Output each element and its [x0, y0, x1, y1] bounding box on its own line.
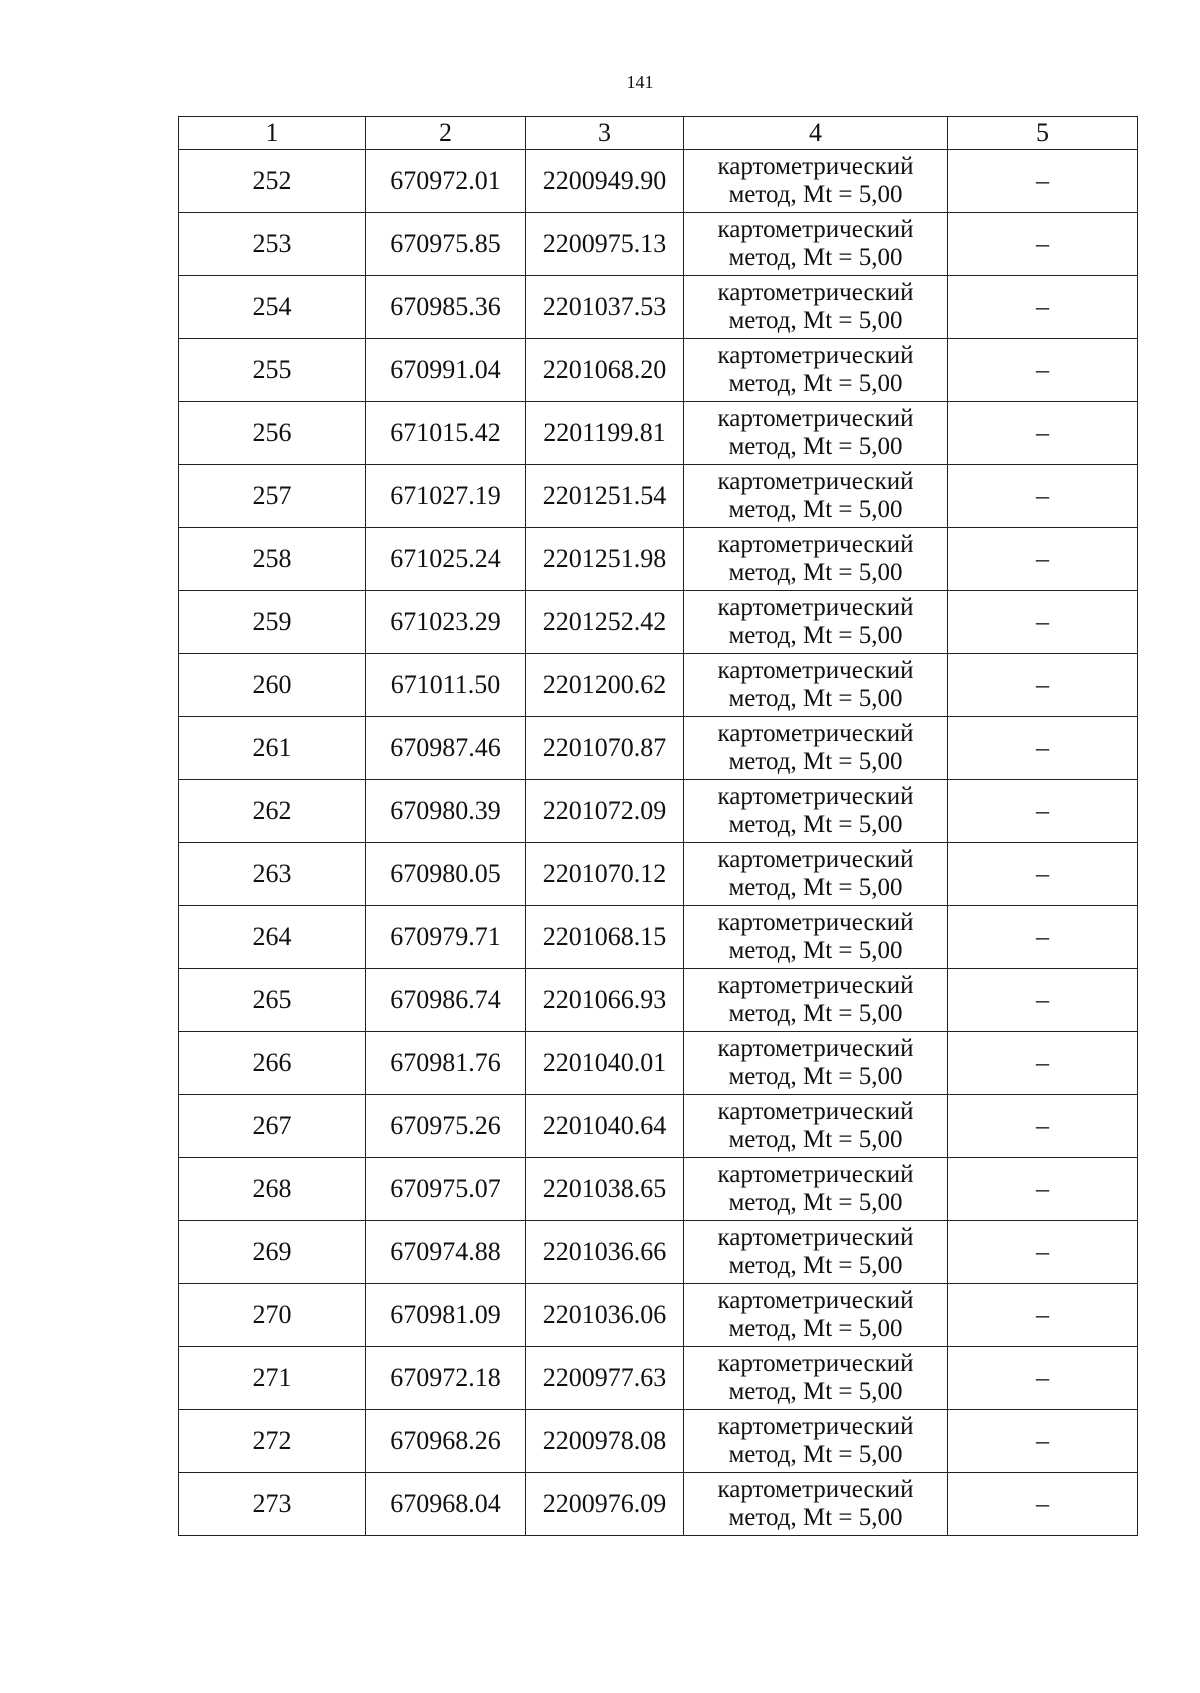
method-cell	[684, 1410, 948, 1473]
y-coordinate-cell: 2201068.20	[526, 339, 684, 402]
column-header-5: 5	[948, 117, 1138, 150]
note-cell: –	[948, 1221, 1138, 1284]
table-row	[179, 1473, 1138, 1536]
note-cell: –	[948, 843, 1138, 906]
table-row	[179, 591, 1138, 654]
method-line-1: картометрический	[717, 1098, 914, 1125]
method-line-1: картометрический	[717, 1224, 914, 1251]
method-cell	[684, 276, 948, 339]
x-coordinate-cell: 671025.24	[366, 528, 526, 591]
y-coordinate-cell: 2201040.64	[526, 1095, 684, 1158]
table-row	[179, 150, 1138, 213]
point-number-cell: 260	[179, 654, 366, 717]
method-line-1: картометрический	[717, 279, 914, 306]
y-coordinate-cell: 2201070.87	[526, 717, 684, 780]
table-row	[179, 717, 1138, 780]
table-row	[179, 1095, 1138, 1158]
column-header-1: 1	[179, 117, 366, 150]
x-coordinate-cell: 670968.04	[366, 1473, 526, 1536]
table-row	[179, 402, 1138, 465]
method-line-2: метод, Mt = 5,00	[728, 1000, 903, 1027]
method-line-1: картометрический	[717, 468, 914, 495]
table-body	[179, 150, 1138, 1536]
method-cell	[684, 1095, 948, 1158]
note-cell: –	[948, 213, 1138, 276]
method-line-1: картометрический	[717, 657, 914, 684]
x-coordinate-cell: 670975.85	[366, 213, 526, 276]
x-coordinate-cell: 670972.01	[366, 150, 526, 213]
method-cell	[684, 339, 948, 402]
method-line-2: метод, Mt = 5,00	[728, 1504, 903, 1531]
method-line-1: картометрический	[717, 972, 914, 999]
note-cell: –	[948, 906, 1138, 969]
y-coordinate-cell: 2201072.09	[526, 780, 684, 843]
method-line-1: картометрический	[717, 1161, 914, 1188]
y-coordinate-cell: 2201199.81	[526, 402, 684, 465]
point-number-cell: 268	[179, 1158, 366, 1221]
method-line-2: метод, Mt = 5,00	[728, 1378, 903, 1405]
method-line-2: метод, Mt = 5,00	[728, 622, 903, 649]
y-coordinate-cell: 2201068.15	[526, 906, 684, 969]
y-coordinate-cell: 2200977.63	[526, 1347, 684, 1410]
x-coordinate-cell: 670991.04	[366, 339, 526, 402]
method-cell	[684, 591, 948, 654]
method-cell	[684, 402, 948, 465]
method-line-1: картометрический	[717, 153, 914, 180]
method-line-2: метод, Mt = 5,00	[728, 496, 903, 523]
point-number-cell: 261	[179, 717, 366, 780]
x-coordinate-cell: 670981.76	[366, 1032, 526, 1095]
point-number-cell: 259	[179, 591, 366, 654]
method-line-1: картометрический	[717, 1287, 914, 1314]
page-number: 141	[626, 72, 654, 92]
note-cell: –	[948, 780, 1138, 843]
method-line-1: картометрический	[717, 342, 914, 369]
method-line-1: картометрический	[717, 216, 914, 243]
point-number-cell: 254	[179, 276, 366, 339]
note-cell: –	[948, 1095, 1138, 1158]
note-cell: –	[948, 1473, 1138, 1536]
method-cell	[684, 528, 948, 591]
point-number-cell: 263	[179, 843, 366, 906]
y-coordinate-cell: 2200949.90	[526, 150, 684, 213]
note-cell: –	[948, 528, 1138, 591]
method-line-2: метод, Mt = 5,00	[728, 370, 903, 397]
note-cell: –	[948, 1347, 1138, 1410]
method-line-1: картометрический	[717, 1413, 914, 1440]
table-row	[179, 1221, 1138, 1284]
x-coordinate-cell: 670986.74	[366, 969, 526, 1032]
method-line-2: метод, Mt = 5,00	[728, 685, 903, 712]
method-cell	[684, 1032, 948, 1095]
table-row	[179, 276, 1138, 339]
method-line-2: метод, Mt = 5,00	[728, 1126, 903, 1153]
point-number-cell: 271	[179, 1347, 366, 1410]
method-cell	[684, 1158, 948, 1221]
method-line-2: метод, Mt = 5,00	[728, 937, 903, 964]
x-coordinate-cell: 670981.09	[366, 1284, 526, 1347]
method-line-2: метод, Mt = 5,00	[728, 433, 903, 460]
column-header-3: 3	[526, 117, 684, 150]
method-line-1: картометрический	[717, 1476, 914, 1503]
method-line-2: метод, Mt = 5,00	[728, 874, 903, 901]
point-number-cell: 273	[179, 1473, 366, 1536]
method-cell	[684, 780, 948, 843]
note-cell: –	[948, 1410, 1138, 1473]
method-line-2: метод, Mt = 5,00	[728, 307, 903, 334]
y-coordinate-cell: 2201036.66	[526, 1221, 684, 1284]
x-coordinate-cell: 671023.29	[366, 591, 526, 654]
point-number-cell: 266	[179, 1032, 366, 1095]
y-coordinate-cell: 2201070.12	[526, 843, 684, 906]
y-coordinate-cell: 2201040.01	[526, 1032, 684, 1095]
method-line-2: метод, Mt = 5,00	[728, 811, 903, 838]
note-cell: –	[948, 969, 1138, 1032]
method-cell	[684, 1221, 948, 1284]
y-coordinate-cell: 2201066.93	[526, 969, 684, 1032]
y-coordinate-cell: 2201036.06	[526, 1284, 684, 1347]
x-coordinate-cell: 671015.42	[366, 402, 526, 465]
point-number-cell: 253	[179, 213, 366, 276]
note-cell: –	[948, 150, 1138, 213]
note-cell: –	[948, 276, 1138, 339]
table-header-row	[179, 117, 1138, 150]
point-number-cell: 256	[179, 402, 366, 465]
method-line-1: картометрический	[717, 594, 914, 621]
table-row	[179, 1032, 1138, 1095]
point-number-cell: 267	[179, 1095, 366, 1158]
coordinates-table	[178, 116, 1138, 1536]
column-header-2: 2	[366, 117, 526, 150]
note-cell: –	[948, 1158, 1138, 1221]
table-row	[179, 1347, 1138, 1410]
y-coordinate-cell: 2201251.98	[526, 528, 684, 591]
y-coordinate-cell: 2200978.08	[526, 1410, 684, 1473]
method-line-1: картометрический	[717, 405, 914, 432]
point-number-cell: 257	[179, 465, 366, 528]
point-number-cell: 255	[179, 339, 366, 402]
method-line-2: метод, Mt = 5,00	[728, 559, 903, 586]
point-number-cell: 270	[179, 1284, 366, 1347]
note-cell: –	[948, 591, 1138, 654]
x-coordinate-cell: 670980.05	[366, 843, 526, 906]
point-number-cell: 269	[179, 1221, 366, 1284]
y-coordinate-cell: 2200975.13	[526, 213, 684, 276]
table-row	[179, 528, 1138, 591]
x-coordinate-cell: 670985.36	[366, 276, 526, 339]
method-line-2: метод, Mt = 5,00	[728, 1315, 903, 1342]
method-line-2: метод, Mt = 5,00	[728, 1063, 903, 1090]
y-coordinate-cell: 2201037.53	[526, 276, 684, 339]
column-header-4: 4	[684, 117, 948, 150]
table-row	[179, 906, 1138, 969]
table-row	[179, 843, 1138, 906]
note-cell: –	[948, 465, 1138, 528]
method-cell	[684, 1284, 948, 1347]
x-coordinate-cell: 670968.26	[366, 1410, 526, 1473]
method-line-1: картометрический	[717, 783, 914, 810]
note-cell: –	[948, 717, 1138, 780]
table-row	[179, 780, 1138, 843]
note-cell: –	[948, 339, 1138, 402]
point-number-cell: 265	[179, 969, 366, 1032]
y-coordinate-cell: 2201200.62	[526, 654, 684, 717]
method-line-1: картометрический	[717, 531, 914, 558]
note-cell: –	[948, 654, 1138, 717]
y-coordinate-cell: 2201251.54	[526, 465, 684, 528]
method-cell	[684, 213, 948, 276]
note-cell: –	[948, 1032, 1138, 1095]
table-row	[179, 1158, 1138, 1221]
table-row	[179, 969, 1138, 1032]
point-number-cell: 252	[179, 150, 366, 213]
method-line-2: метод, Mt = 5,00	[728, 1189, 903, 1216]
table-row	[179, 1284, 1138, 1347]
x-coordinate-cell: 670972.18	[366, 1347, 526, 1410]
y-coordinate-cell: 2201038.65	[526, 1158, 684, 1221]
method-line-1: картометрический	[717, 720, 914, 747]
method-cell	[684, 1473, 948, 1536]
table-row	[179, 213, 1138, 276]
method-cell	[684, 1347, 948, 1410]
x-coordinate-cell: 670979.71	[366, 906, 526, 969]
method-cell	[684, 150, 948, 213]
x-coordinate-cell: 670980.39	[366, 780, 526, 843]
y-coordinate-cell: 2201252.42	[526, 591, 684, 654]
method-cell	[684, 717, 948, 780]
method-line-2: метод, Mt = 5,00	[728, 244, 903, 271]
method-line-1: картометрический	[717, 1350, 914, 1377]
point-number-cell: 264	[179, 906, 366, 969]
method-line-2: метод, Mt = 5,00	[728, 1252, 903, 1279]
method-line-2: метод, Mt = 5,00	[728, 1441, 903, 1468]
method-line-1: картометрический	[717, 1035, 914, 1062]
method-cell	[684, 906, 948, 969]
x-coordinate-cell: 671027.19	[366, 465, 526, 528]
method-cell	[684, 969, 948, 1032]
y-coordinate-cell: 2200976.09	[526, 1473, 684, 1536]
point-number-cell: 272	[179, 1410, 366, 1473]
table-row	[179, 339, 1138, 402]
x-coordinate-cell: 670975.07	[366, 1158, 526, 1221]
method-line-2: метод, Mt = 5,00	[728, 748, 903, 775]
table-row	[179, 465, 1138, 528]
note-cell: –	[948, 1284, 1138, 1347]
point-number-cell: 262	[179, 780, 366, 843]
note-cell: –	[948, 402, 1138, 465]
method-cell	[684, 843, 948, 906]
method-cell	[684, 465, 948, 528]
x-coordinate-cell: 670974.88	[366, 1221, 526, 1284]
point-number-cell: 258	[179, 528, 366, 591]
method-cell	[684, 654, 948, 717]
method-line-2: метод, Mt = 5,00	[728, 181, 903, 208]
x-coordinate-cell: 671011.50	[366, 654, 526, 717]
table-row	[179, 1410, 1138, 1473]
method-line-1: картометрический	[717, 909, 914, 936]
method-line-1: картометрический	[717, 846, 914, 873]
x-coordinate-cell: 670987.46	[366, 717, 526, 780]
table-row	[179, 654, 1138, 717]
x-coordinate-cell: 670975.26	[366, 1095, 526, 1158]
